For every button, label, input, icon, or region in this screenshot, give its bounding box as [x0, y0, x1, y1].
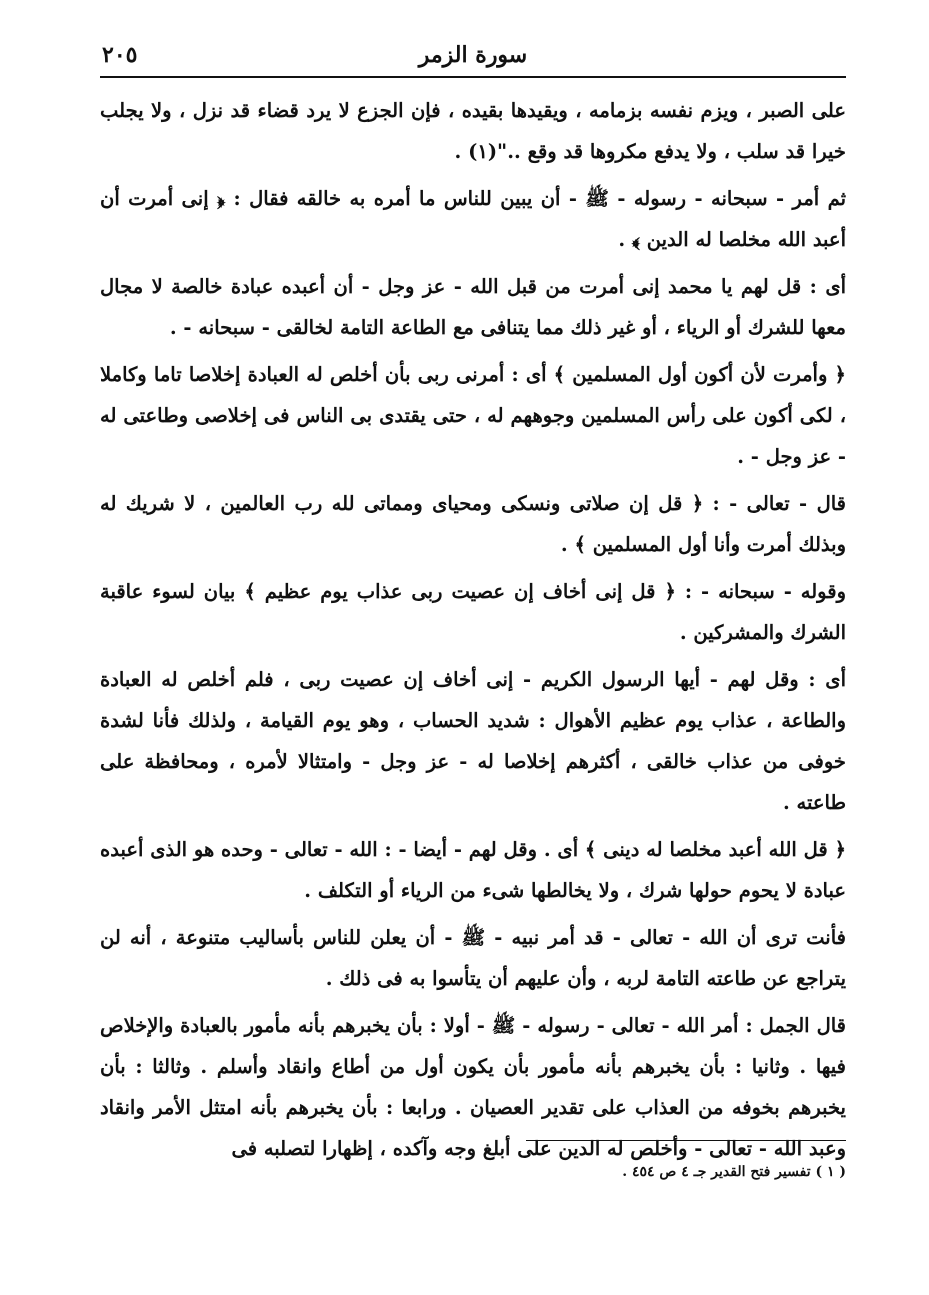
page-body: [100, 90, 846, 1169]
paragraph: على الصبر ، ويزم نفسه بزمامه ، ويقيدها بقيده ، فإن الجزع لا يرد قضاء قد نزل ، ولا يجلب خيرا قد سلب ، ولا يدفع مكروها قد وقع .."(١) .: [100, 99, 846, 163]
surah-title: سورة الزمر: [418, 42, 528, 68]
paragraph: ﴿ وأمرت لأن أكون أول المسلمين ﴾ أى : أمرنى ربى بأن أخلص له العبادة إخلاصا تاما وكاملا ، لكى أكون على رأس المسلمين وجوههم له ، حتى يقتدى بى الناس فى إخلاصى وطاعتى له - عز وجل - .: [100, 363, 846, 468]
paragraph: ﴿ قل الله أعبد مخلصا له دينى ﴾ أى . وقل لهم - أيضا - : الله - تعالى - وحده هو الذى أعبده عبادة لا يحوم حولها شرك ، ولا يخالطها شىء من الرياء أو التكلف .: [100, 838, 846, 902]
footnote-divider: [526, 1140, 846, 1141]
paragraph: ثم أمر - سبحانه - رسوله - ﷺ - أن يبين للناس ما أمره به خالقه فقال : ﴿ إنى أمرت أن أعبد الله مخلصا له الدين ﴾ .: [100, 187, 846, 251]
paragraph: أى : قل لهم يا محمد إنى أمرت من قبل الله - عز وجل - أن أعبده عبادة خالصة لا مجال معها للشرك أو الرياء ، أو غير ذلك مما يتنافى مع الطاعة التامة لخالقى - سبحانه - .: [100, 275, 846, 339]
page-number: ٢٠٥: [102, 42, 138, 68]
footnote: ( ١ ) تفسير فتح القدير جـ ٤ ص ٤٥٤ .: [622, 1164, 846, 1180]
book-page: [100, 36, 846, 1256]
paragraph: قال الجمل : أمر الله - تعالى - رسوله - ﷺ - أولا : بأن يخبرهم بأنه مأمور بالعبادة والإخلاص فيها . وثانيا : بأن يخبرهم بأنه مأمور بأن يكون أول من أطاع وانقاد وأسلم . وثالثا : بأن يخبرهم بخوفه من العذاب على تقدير العصيان . ورابعا : بأن يخبرهم بأنه امتثل الأمر وانقاد وعبد الله - تعالى - وأخلص له الدين على أبلغ وجه وآكده ، إظهارا لتصلبه فى: [100, 1014, 846, 1160]
paragraph: قال - تعالى - : ﴿ قل إن صلاتى ونسكى ومحياى ومماتى لله رب العالمين ، لا شريك له وبذلك أمرت وأنا أول المسلمين ﴾ .: [100, 492, 846, 556]
paragraph: وقوله - سبحانه - : ﴿ قل إنى أخاف إن عصيت ربى عذاب يوم عظيم ﴾ بيان لسوء عاقبة الشرك والمشركين .: [100, 580, 846, 644]
paragraph: فأنت ترى أن الله - تعالى - قد أمر نبيه - ﷺ - أن يعلن للناس بأساليب متنوعة ، أنه لن يتراجع عن طاعته التامة لربه ، وأن عليهم أن يتأسوا به فى ذلك .: [100, 926, 846, 990]
page-header: [100, 36, 846, 78]
paragraph: أى : وقل لهم - أيها الرسول الكريم - إنى أخاف إن عصيت ربى ، فلم أخلص له العبادة والطاعة ، عذاب يوم عظيم الأهوال : شديد الحساب ، وهو يوم القيامة ، ولذلك فأنا لشدة خوفى من عذاب خالقى ، أكثرهم إخلاصا له - عز وجل - وامتثالا لأمره ، ومحافظة على طاعته .: [100, 668, 846, 814]
